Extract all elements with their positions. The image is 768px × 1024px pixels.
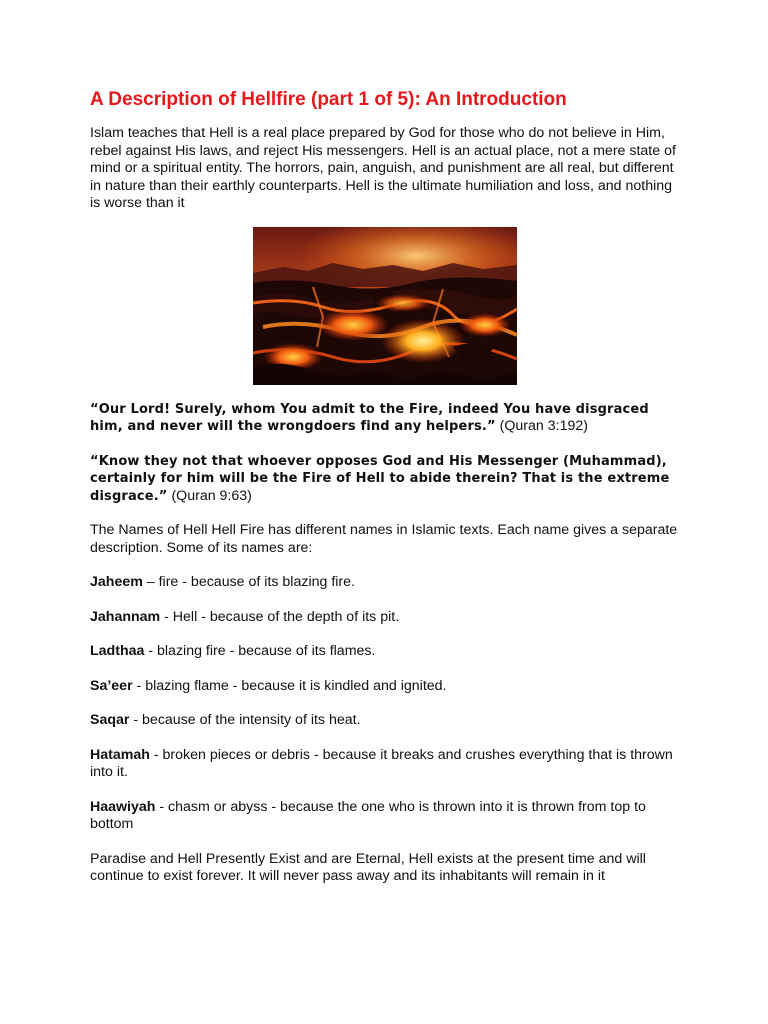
name-term: Saqar (90, 712, 130, 728)
name-item-haawiyah (90, 799, 678, 834)
name-desc: - chasm or abyss - because the one who is thrown into it is thrown from top to bottom (90, 798, 646, 832)
name-item-jaheem (90, 574, 678, 592)
name-term: Jahannam (90, 608, 161, 625)
name-item-hatamah (90, 747, 678, 782)
name-term: Jaheem (90, 574, 143, 590)
name-term: Ladthaa (90, 643, 145, 659)
names-intro-paragraph: The Names of Hell Hell Fire has different names in Islamic texts. Each name gives a separate description. Some of its names are: (90, 522, 678, 556)
name-term: Hatamah (90, 746, 150, 763)
name-desc: - blazing fire - because of its flames. (144, 643, 376, 659)
name-item-jahannam (90, 609, 678, 627)
quote-2-citation: (Quran 9:63) (167, 487, 252, 504)
quote-1-citation: (Quran 3:192) (495, 418, 588, 434)
name-item-saeer (90, 678, 678, 696)
name-desc: - broken pieces or debris - because it breaks and crushes everything that is thrown into it. (90, 746, 673, 780)
article-title: A Description of Hellfire (part 1 of 5): An Introduction (90, 89, 567, 110)
name-item-ladthaa (90, 643, 678, 661)
intro-paragraph: Islam teaches that Hell is a real place prepared by God for those who do not believe in Him, rebel against His laws, and reject His messengers. Hell is an actual place, not a mere state of mind or a spiritual entity. The horrors, pain, anguish, and punishment are all real, but different in nature than their earthly counterparts. Hell is the ultimate humiliation and loss, and nothing is worse than it (90, 125, 676, 211)
name-desc: - because of the intensity of its heat. (129, 712, 361, 728)
quote-2 (90, 453, 678, 506)
name-desc: - Hell - because of the depth of its pit. (160, 608, 400, 625)
quote-1 (90, 401, 678, 436)
quote-2-text: “Know they not that whoever opposes God and His Messenger (Muhammad), certainly for him will be the Fire of Hell to abide therein? That is the extreme disgrace.” (90, 453, 670, 504)
name-term: Sa’eer (90, 677, 133, 694)
quote-1-text: “Our Lord! Surely, whom You admit to the Fire, indeed You have disgraced him, and never will the wrongdoers find any helpers.” (90, 401, 649, 434)
name-term: Haawiyah (90, 798, 156, 815)
closing-paragraph: Paradise and Hell Presently Exist and are Eternal, Hell exists at the present time and will continue to exist forever. It will never pass away and its inhabitants will remain in it (90, 850, 646, 884)
name-desc: – fire - because of its blazing fire. (142, 574, 355, 590)
lava-landscape-image (253, 227, 517, 385)
name-desc: - blazing flame - because it is kindled and ignited. (132, 677, 447, 694)
name-item-saqar (90, 712, 678, 730)
